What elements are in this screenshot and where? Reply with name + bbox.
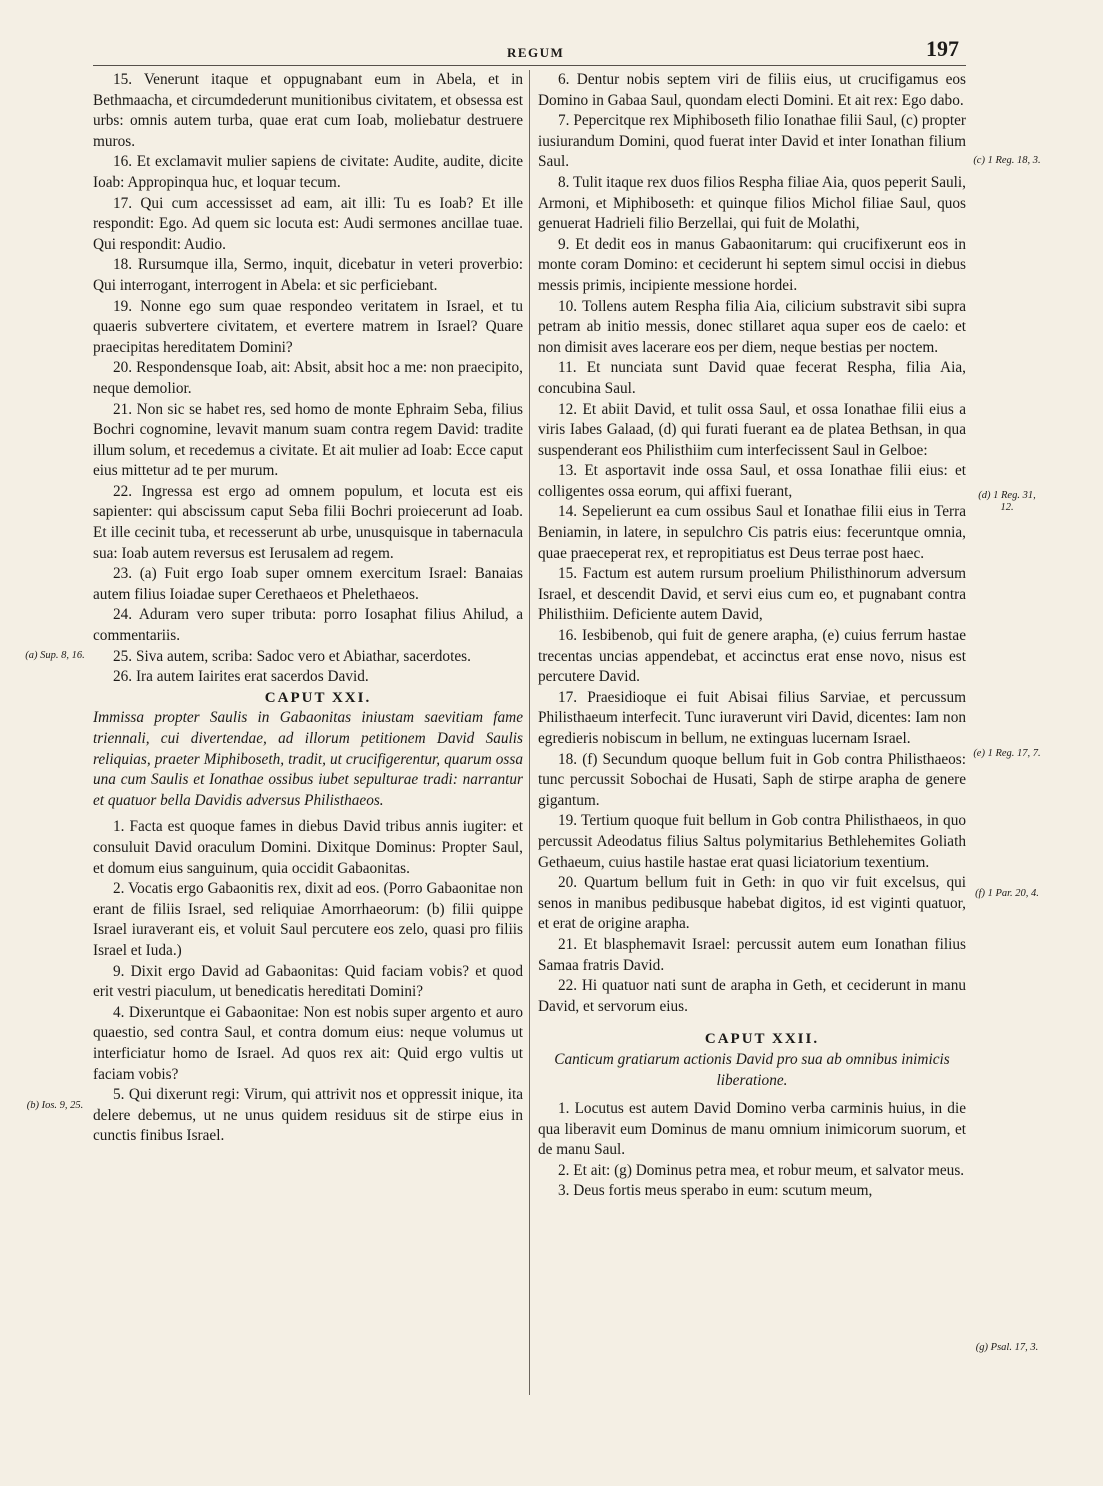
verse: 19. Nonne ego sum quae respondeo veritatem in Israel, et tu quaeris subvertere civitatem, et evertere matrem in Israel? Quare praecipitas hereditatem Domini? xyxy=(93,297,523,356)
verse: 19. Tertium quoque fuit bellum in Gob contra Philisthaeos, in quo percussit Adeodatus filius Saltus polymitarius Bethlehemites Goliath Gethaeum, cuius hastile hastae erat quasi liciatorium texentium. xyxy=(538,812,966,871)
verse: 20. Quartum bellum fuit in Geth: in quo vir fuit excelsus, qui senos in manibus pedibusque habebat digitos, id est viginti quatuor, et erat de origine arapha. xyxy=(538,874,966,933)
verse: 13. Et asportavit inde ossa Saul, et ossa Ionathae filii eius: et colligentes ossa eorum, qui affixi fuerant, xyxy=(538,462,966,500)
verse: 22. Ingressa est ergo ad omnem populum, et locuta est eis sapienter: qui abscissum caput Seba filii Bochri proiecerunt ad Ioab. Et ille cecinit tuba, et recesserunt ab urbe, unusquisque in tabernacula sua: Ioab autem reversus est Ierusalem ad regem. xyxy=(93,482,523,562)
verse: 6. Dentur nobis septem viri de filiis eius, ut crucifigamus eos Domino in Gabaa Saul, quondam electi Domini. Et ait rex: Ego dabo. xyxy=(538,71,966,109)
verse: 5. Qui dixerunt regi: Virum, qui attrivit nos et oppressit inique, ita delere debemus, ut ne unus quidem residuus sit de stirpe eius in cunctis finibus Israel. xyxy=(93,1086,523,1145)
margin-note: (b) Ios. 9, 25. xyxy=(26,1100,84,1111)
chapter-heading: CAPUT XXI. xyxy=(264,689,372,706)
spacer xyxy=(538,1017,966,1029)
verse: 7. Pepercitque rex Miphiboseth filio Ionathae filii Saul, (c) propter iusiurandum Domini, quod fuerat inter David et inter Ionathan filium Saul. xyxy=(538,112,966,171)
verse: 15. Venerunt itaque et oppugnabant eum in Abela, et in Bethmaacha, et circumdederunt munitionibus civitatem, et obsessa est urbs: omnis autem turba, quae erat cum Ioab, moliebatur destruere muros. xyxy=(93,71,523,150)
column-divider xyxy=(529,70,530,1395)
verse: 1. Facta est quoque fames in diebus David tribus annis iugiter: et consuluit David oraculum Domini. Dixitque Dominus: Propter Saul, et domum eius sanguinum, quia occidit Gabaonitas. xyxy=(93,818,523,877)
verse: 17. Praesidioque ei fuit Abisai filius Sarviae, et percussum Philisthaeum interfecit. Tunc iuraverunt viri David, dicentes: Iam non egredieris nobiscum in bellum, ne extinguas lucernam Israel. xyxy=(538,688,966,747)
right-column xyxy=(538,70,966,1202)
verse: 11. Et nunciata sunt David quae fecerat Respha, filia Aia, concubina Saul. xyxy=(538,359,966,397)
verse: 9. Et dedit eos in manus Gabaonitarum: qui crucifixerunt eos in monte coram Domino: et ceciderunt hi septem simul occisi in diebus messis primis, incipiente messione hordei. xyxy=(538,235,966,294)
verse: 21. Non sic se habet res, sed homo de monte Ephraim Seba, filius Bochri cognomine, levavit manum suam contra regem David: tradite illum solum, et recedemus a civitate. Et ait mulier ad Ioab: Ecce caput eius mittetur ad te per murum. xyxy=(93,400,523,480)
verse: 24. Aduram vero super tributa: porro Iosaphat filius Ahilud, a commentariis. xyxy=(93,606,523,645)
margin-note: (f) 1 Par. 20, 4. xyxy=(975,888,1039,899)
running-title: REGUM xyxy=(507,45,565,60)
verse: 15. Factum est autem rursum proelium Philisthinorum adversum Israel, et descendit David, et servi eius cum eo, et pugnabant contra Philisthiim. Deficiente autem David, xyxy=(538,565,966,624)
verse: 14. Sepelierunt ea cum ossibus Saul et Ionathae filii eius in Terra Beniamin, in latere, in sepulchro Cis patris eius: feceruntque omnia, quae praeceperat rex, et repropitiatus est Deus terrae post haec. xyxy=(538,503,966,562)
verse: 4. Dixeruntque ei Gabaonitae: Non est nobis super argento et auro quaestio, sed contra Saul, et contra domum eius: neque volumus ut interficiatur homo de Israel. Ad quos rex ait: Quid ergo vultis ut faciam vobis? xyxy=(93,1003,523,1083)
verse: 26. Ira autem Iairites erat sacerdos David. xyxy=(113,668,369,686)
margin-note: (g) Psal. 17, 3. xyxy=(975,1342,1039,1353)
verse: 22. Hi quatuor nati sunt de arapha in Geth, et ceciderunt in manu David, et servorum eius. xyxy=(538,977,966,1015)
verse: 18. (f) Secundum quoque bellum fuit in Gob contra Philisthaeos: tunc percussit Sobochai de Husati, Saph de stirpe arapha de genere gigantum. xyxy=(538,750,966,809)
chapter-summary: Immissa propter Saulis in Gabaonitas iniustam saevitiam fame triennali, cui divertendae, ad illorum petitionem David Saulis reliquias, praeter Miphiboseth, tradit, ut crucifigerentur, quarum ossa una cum Saulis et Ionathae ossibus iubet sepulturae tradi: narrantur et quatuor bella Davidis adversus Philisthaeos. xyxy=(93,709,523,809)
verse: 1. Locutus est autem David Domino verba carminis huius, in die qua liberavit eum Dominus de manu omnium inimicorum suorum, et de manu Saul. xyxy=(538,1100,966,1159)
header-rule xyxy=(93,65,966,66)
verse: 9. Dixit ergo David ad Gabaonitas: Quid faciam vobis? et quod erit vestri piaculum, ut benedicatis hereditati Domini? xyxy=(93,962,523,1001)
verse: 16. Iesbibenob, qui fuit de genere arapha, (e) cuius ferrum hastae trecentas uncias appendebat, et accinctus erat ense novo, nisus est percutere David. xyxy=(538,627,966,686)
verse: 17. Qui cum accessisset ad eam, ait illi: Tu es Ioab? Et ille respondit: Ego. Ad quem sic locuta est: Audi sermones ancillae tuae. Qui respondit: Audio. xyxy=(93,194,523,253)
verse: 18. Rursumque illa, Sermo, inquit, dicebatur in veteri proverbio: Qui interrogant, interrogent in Abela: et sic perficiebant. xyxy=(93,256,523,294)
margin-note: (e) 1 Reg. 17, 7. xyxy=(973,748,1041,759)
verse: 12. Et abiit David, et tulit ossa Saul, et ossa Ionathae filii eius a viris Iabes Galaad, (d) qui furati fuerant ea de platea Bethsan, in qua suspenderant eos Philisthiim cum interfecissent Saul in Gelboe: xyxy=(538,400,966,459)
margin-note: (d) 1 Reg. 31, 12. xyxy=(978,490,1036,513)
verse: 10. Tollens autem Respha filia Aia, cilicium substravit sibi supra petram ab initio messis, donec stillaret aqua super eos de caelo: et non dimisit aves lacerare eos per diem, neque bestias per noctem. xyxy=(538,297,966,356)
left-column xyxy=(93,70,523,1147)
verse: 21. Et blasphemavit Israel: percussit autem eum Ionathan filius Samaa fratris David. xyxy=(538,935,966,974)
verse: 23. (a) Fuit ergo Ioab super omnem exercitum Israel: Banaias autem filius Ioiadae super Cerethaeos et Phelethaeos. xyxy=(93,565,523,603)
chapter-heading: CAPUT XXII. xyxy=(704,1031,820,1048)
verse: 2. Et ait: (g) Dominus petra mea, et robur meum, et salvator meus. xyxy=(558,1161,965,1179)
verse: 3. Deus fortis meus sperabo in eum: scutum meum, xyxy=(558,1182,873,1200)
verse: 8. Tulit itaque rex duos filios Respha filiae Aia, quos peperit Sauli, Armoni, et Miphiboseth: et quinque filios Michol filiae Saul, quos genuerat Hadrieli filio Berzellai, qui fuit de Molathi, xyxy=(538,173,966,233)
verse: 20. Respondensque Ioab, ait: Absit, absit hoc a me: non praecipito, neque demolior. xyxy=(93,359,523,397)
verse: 25. Siva autem, scriba: Sadoc vero et Abiathar, sacerdotes. xyxy=(113,647,471,665)
verse: 16. Et exclamavit mulier sapiens de civitate: Audite, audite, dicite Ioab: Appropinqua huc, et loquar tecum. xyxy=(93,153,523,191)
chapter-summary: Canticum gratiarum actionis David pro sua ab omnibus inimicis liberatione. xyxy=(554,1050,950,1089)
page-number: 197 xyxy=(926,36,959,61)
verse: 2. Vocatis ergo Gabaonitis rex, dixit ad eos. (Porro Gabaonitae non erant de filiis Israel, sed reliquiae Amorrhaeorum: (b) filii quippe Israel iuraverant eis, et voluit Saul percutere eos zelo, quasi pro filiis Israel et Iuda.) xyxy=(93,880,523,959)
margin-note: (a) Sup. 8, 16. xyxy=(25,650,85,661)
margin-note: (c) 1 Reg. 18, 3. xyxy=(973,155,1041,166)
